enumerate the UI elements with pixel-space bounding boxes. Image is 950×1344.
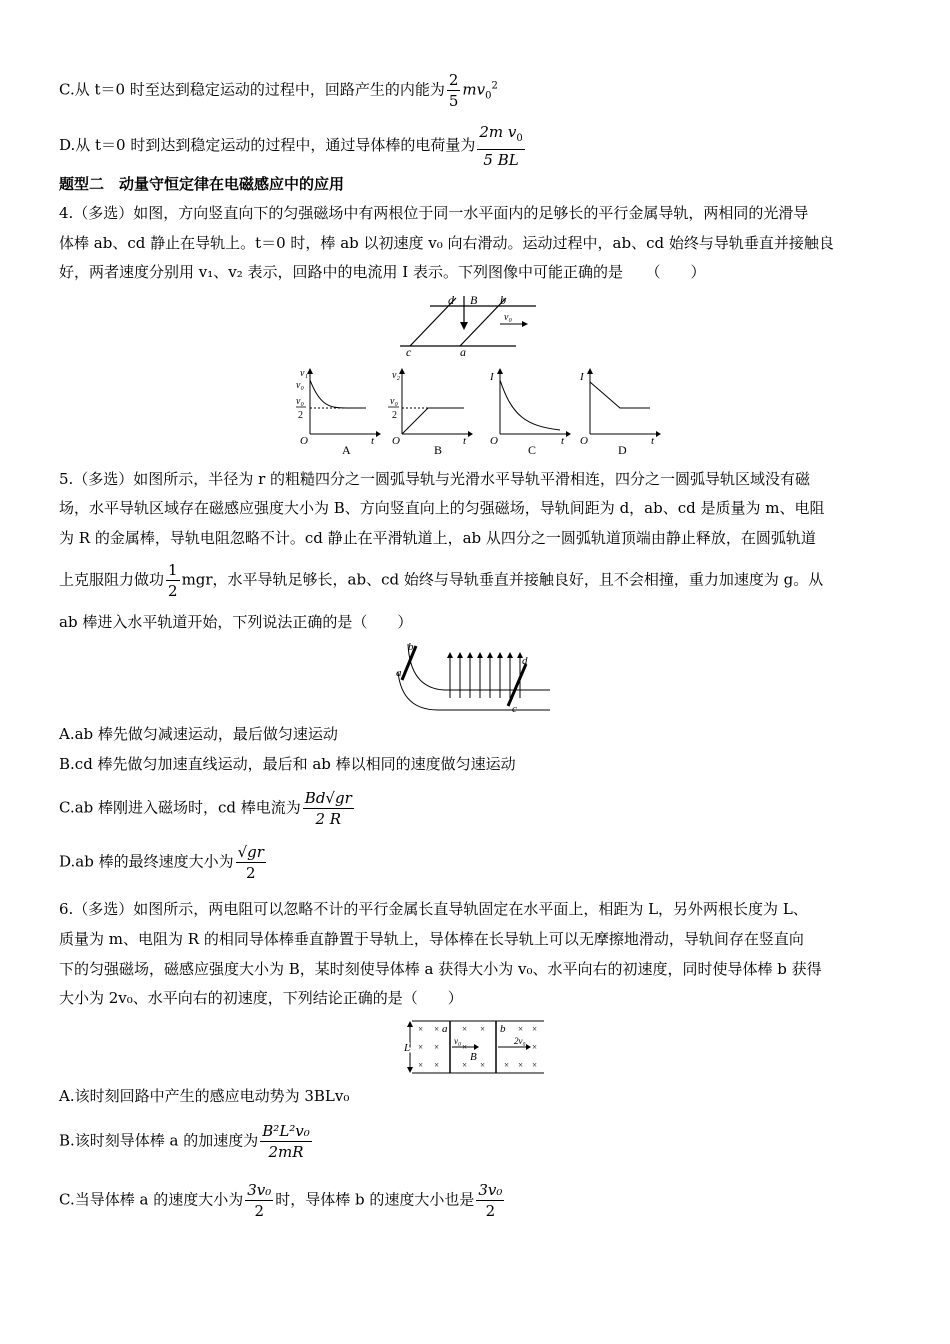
svg-text:×: × — [480, 1060, 486, 1070]
q6-rail-diagram — [404, 1018, 546, 1076]
q6-line-3: 下的匀强磁场，磁感应强度大小为 B，某时刻使导体棒 a 获得大小为 v₀、水平向右的初速度，同时使导体棒 b 获得 — [59, 960, 822, 978]
svg-text:v₀: v₀ — [390, 396, 398, 407]
q4-line-1: 4.（多选）如图，方向竖直向下的匀强磁场中有两根位于同一水平面内的足够长的平行金属导轨，两相同的光滑导 — [59, 204, 809, 222]
svg-text:×: × — [462, 1024, 468, 1034]
q3-option-c: C.从 t＝0 时至达到稳定运动的过程中，回路产生的内能为 $\frac{2}{5}$ $mv_0^2$ — [59, 71, 498, 110]
svg-text:c: c — [512, 703, 517, 715]
svg-text:t: t — [463, 435, 467, 447]
q6-line-2: 质量为 m、电阻为 R 的相同导体棒垂直静置于导轨上，导体棒在长导轨上可以无摩擦地滑动，导轨间存在竖直向 — [59, 930, 804, 948]
svg-text:v₀: v₀ — [296, 396, 304, 407]
svg-text:×: × — [532, 1024, 538, 1034]
label-b: b — [500, 293, 506, 307]
svg-text:b: b — [500, 1023, 506, 1035]
graph-c — [486, 366, 571, 456]
fraction: $\frac{\text{3v₀}}{2}$ — [247, 1181, 272, 1220]
label-b-field: B — [470, 293, 478, 307]
svg-text:I: I — [580, 371, 584, 383]
svg-text:b: b — [408, 641, 414, 653]
graph-a — [296, 366, 381, 456]
q5-line-3: 为 R 的金属棒，导轨电阻忽略不计。cd 静止在平滑轨道上，ab 从四分之一圆弧轨道顶端由静止释放，在圆弧轨道 — [59, 529, 816, 547]
q5-line-1: 5.（多选）如图所示，半径为 r 的粗糙四分之一圆弧导轨与光滑水平导轨平滑相连，四分之一圆弧导轨区域没有磁 — [59, 470, 811, 488]
svg-text:×: × — [504, 1060, 510, 1070]
svg-text:O: O — [392, 435, 400, 447]
graph-d — [576, 366, 661, 456]
q6-option-c: C.当导体棒 a 的速度大小为 $\frac{\text{3v₀}}{2}$ 时，导体棒 b 的速度大小也是 $\frac{\text{3v₀}}{2}$ — [59, 1181, 503, 1220]
q3-option-d: D.从 t＝0 时到达到稳定运动的过程中，通过导体棒的电荷量为 $\frac{2m v_0}{5 BL}$ — [59, 123, 523, 169]
svg-text:v₀: v₀ — [296, 380, 304, 391]
svg-text:L: L — [404, 1042, 411, 1054]
fraction: $\frac{1}{2}$ — [168, 561, 178, 600]
svg-text:×: × — [434, 1060, 440, 1070]
fraction: $\frac{\text{3v₀}}{2}$ — [478, 1181, 503, 1220]
svg-text:×: × — [518, 1060, 524, 1070]
svg-text:O: O — [580, 435, 588, 447]
q5-option-d: D.ab 棒的最终速度大小为 $\frac{√gr}{2}$ — [59, 843, 264, 882]
svg-text:2v₀: 2v₀ — [514, 1036, 526, 1046]
q6-option-b: B.该时刻导体棒 a 的加速度为 $\frac{\text{B²L²v₀}}{2mR}$ — [59, 1122, 310, 1161]
svg-text:t: t — [371, 435, 375, 447]
svg-text:d: d — [522, 655, 528, 667]
graph-label: A — [342, 443, 351, 456]
graph-label: B — [434, 443, 443, 456]
q4-line-3: 好，两者速度分别用 v₁、v₂ 表示，回路中的电流用 I 表示。下列图像中可能正确的是 （ ） — [59, 263, 706, 281]
svg-text:t: t — [651, 435, 655, 447]
svg-text:×: × — [462, 1060, 468, 1070]
svg-text:×: × — [434, 1024, 440, 1034]
svg-text:v₂: v₂ — [392, 370, 400, 381]
svg-text:×: × — [518, 1024, 524, 1034]
q6-line-4: 大小为 2v₀、水平向右的初速度，下列结论正确的是（ ） — [59, 989, 463, 1007]
svg-text:×: × — [480, 1024, 486, 1034]
svg-text:a: a — [442, 1023, 448, 1035]
svg-text:×: × — [434, 1042, 440, 1052]
svg-text:×: × — [532, 1042, 538, 1052]
label-c: c — [406, 345, 412, 359]
svg-text:v₀: v₀ — [454, 1036, 462, 1046]
q5-line-2: 场，水平导轨区域存在磁感应强度大小为 B、方向竖直向上的匀强磁场，导轨间距为 d，ab、cd 是质量为 m、电阻 — [59, 499, 825, 517]
q5-line-5: ab 棒进入水平轨道开始，下列说法正确的是（ ） — [59, 613, 413, 631]
svg-text:×: × — [418, 1060, 424, 1070]
fraction: $\frac{√gr}{2}$ — [237, 843, 264, 882]
q6-line-1: 6.（多选）如图所示，两电阻可以忽略不计的平行金属长直导轨固定在水平面上，相距为 L，另外两根长度为 L、 — [59, 900, 808, 918]
fraction: $\frac{2}{5}$ — [448, 71, 459, 110]
q5-option-b: B.cd 棒先做匀加速直线运动，最后和 ab 棒以相同的速度做匀速运动 — [59, 755, 516, 773]
section-heading: 题型二 动量守恒定律在电磁感应中的应用 — [59, 175, 345, 193]
fraction: $\frac{\text{B²L²v₀}}{2mR}$ — [262, 1122, 310, 1161]
graph-label: C — [528, 443, 537, 456]
svg-text:×: × — [532, 1060, 538, 1070]
svg-text:I: I — [490, 371, 494, 383]
label-d: d — [448, 293, 454, 307]
svg-text:×: × — [418, 1024, 424, 1034]
svg-text:×: × — [462, 1042, 468, 1052]
graph-b — [388, 366, 473, 456]
svg-text:O: O — [490, 435, 498, 447]
svg-text:2: 2 — [298, 410, 303, 421]
svg-text:2: 2 — [392, 410, 397, 421]
q4-rail-diagram — [396, 288, 536, 360]
q6-option-a: A.该时刻回路中产生的感应电动势为 3BLv₀ — [59, 1087, 350, 1105]
label-v0: v₀ — [504, 312, 512, 323]
label-a: a — [460, 345, 466, 359]
svg-text:t: t — [561, 435, 565, 447]
q5-arc-rail-diagram — [394, 640, 554, 716]
q5-option-c: C.ab 棒刚进入磁场时，cd 棒电流为 $\frac{Bd√gr}{2 R}$ — [59, 789, 352, 828]
q5-line-4: 上克服阻力做功 $\frac{1}{2}$ mgr，水平导轨足够长，ab、cd 始终与导轨垂直并接触良好，且不会相撞，重力加速度为 g。从 — [59, 561, 824, 600]
svg-text:×: × — [418, 1042, 424, 1052]
fraction: $\frac{Bd√gr}{2 R}$ — [304, 789, 352, 828]
graph-label: D — [618, 443, 627, 456]
q4-line-2: 体棒 ab、cd 静止在导轨上。t＝0 时，棒 ab 以初速度 v₀ 向右滑动。运动过程中，ab、cd 始终与导轨垂直并接触良 — [59, 234, 834, 252]
svg-text:a: a — [396, 667, 402, 679]
fraction: $\frac{2m v_0}{5 BL}$ — [479, 123, 523, 169]
svg-text:B: B — [470, 1051, 477, 1063]
svg-text:v₁: v₁ — [300, 368, 308, 379]
q5-option-a: A.ab 棒先做匀减速运动，最后做匀速运动 — [59, 725, 338, 743]
svg-text:O: O — [300, 435, 308, 447]
